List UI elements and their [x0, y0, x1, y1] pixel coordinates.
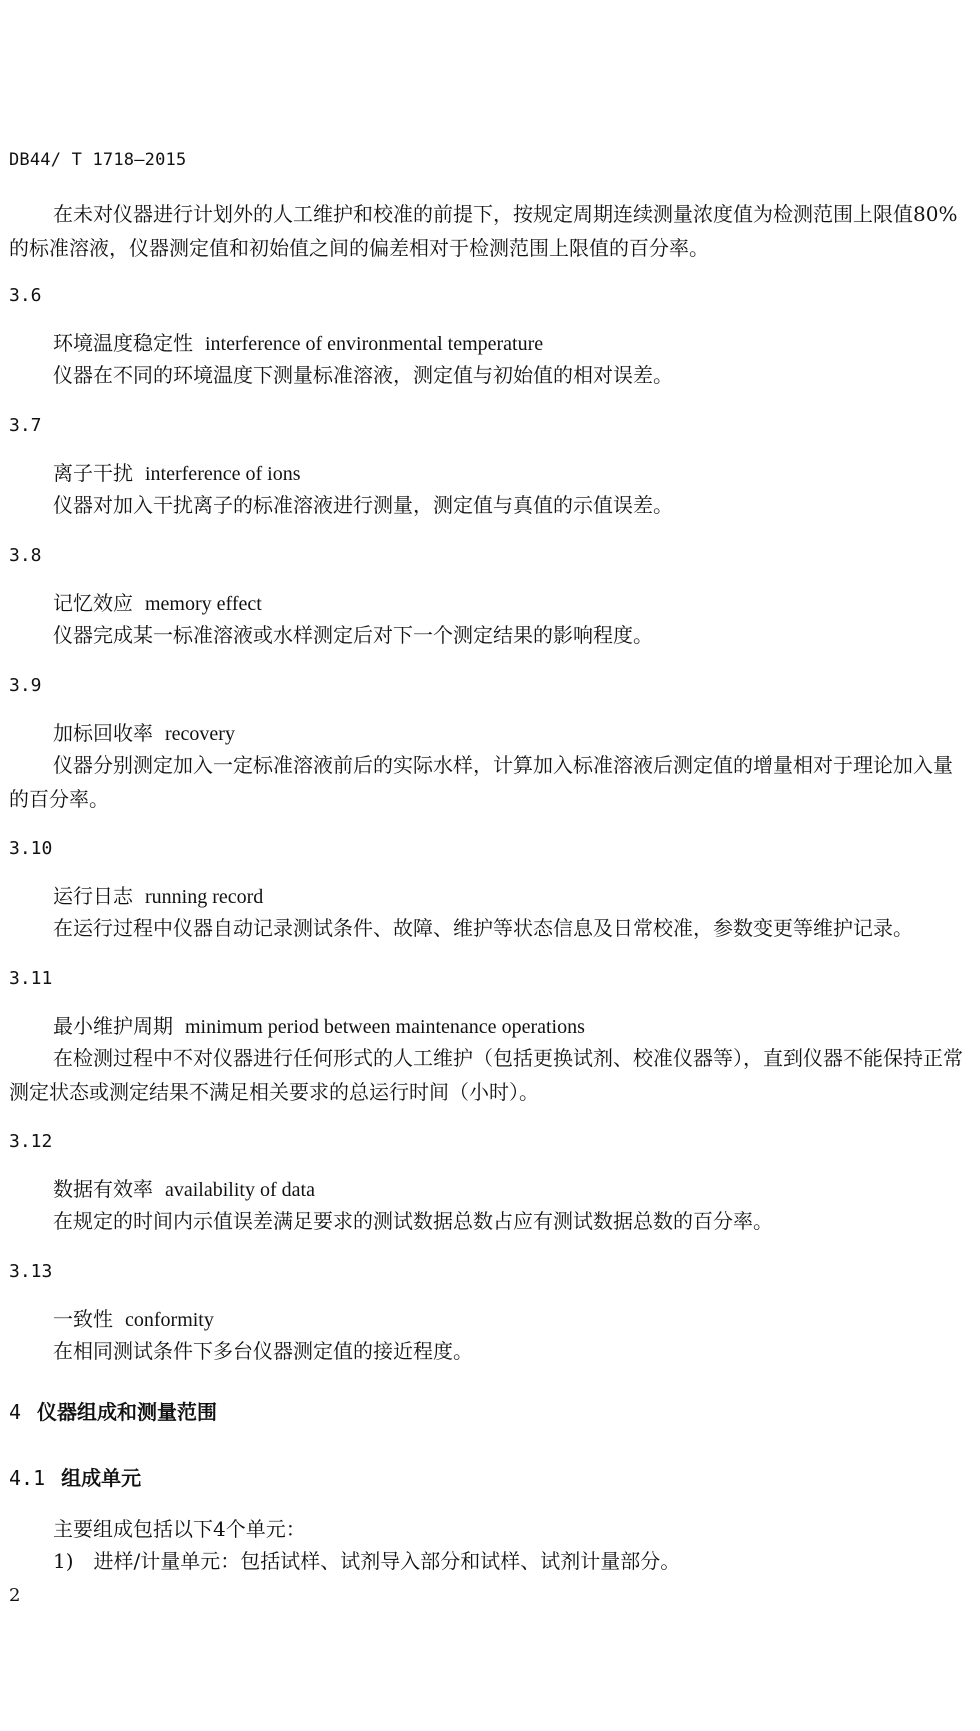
term-en: availability of data: [165, 1179, 315, 1201]
term-zh: 记忆效应: [53, 591, 133, 615]
term-zh: 离子干扰: [53, 461, 133, 485]
term-number: 3.6: [9, 285, 42, 306]
subsection-heading: [9, 1462, 141, 1491]
term-zh: 数据有效率: [53, 1177, 153, 1201]
intro-paragraph: 在未对仪器进行计划外的人工维护和校准的前提下，按规定周期连续测量浓度值为检测范围上限值80%的标准溶液，仪器测定值和初始值之间的偏差相对于检测范围上限值的百分率。: [9, 202, 958, 260]
term-zh: 环境温度稳定性: [53, 331, 193, 355]
term-definition: 仪器分别测定加入一定标准溶液前后的实际水样，计算加入标准溶液后测定值的增量相对于理论加入量的百分率。: [9, 753, 953, 811]
page-number: 2: [9, 1585, 21, 1606]
term-zh: 最小维护周期: [53, 1014, 173, 1038]
term-title: [53, 1012, 585, 1041]
term-number: 3.12: [9, 1131, 53, 1152]
section-heading: [9, 1396, 217, 1425]
term-en: running record: [145, 886, 264, 908]
term-title: [53, 719, 235, 748]
standard-header: DB44/ T 1718—2015: [9, 150, 187, 170]
term-en: conformity: [125, 1309, 214, 1331]
term-zh: 一致性: [53, 1307, 113, 1331]
section-number: 4: [9, 1400, 22, 1424]
term-definition: 在相同测试条件下多台仪器测定值的接近程度。: [53, 1339, 473, 1363]
term-en: interference of ions: [145, 463, 301, 485]
units-intro: 主要组成包括以下4个单元：: [53, 1517, 306, 1541]
term-title: [53, 1175, 315, 1204]
term-zh: 运行日志: [53, 884, 133, 908]
term-definition: 仪器在不同的环境温度下测量标准溶液，测定值与初始值的相对误差。: [53, 363, 673, 387]
term-number: 3.8: [9, 545, 42, 566]
term-number: 3.7: [9, 415, 42, 436]
term-definition: 仪器对加入干扰离子的标准溶液进行测量，测定值与真值的示值误差。: [53, 493, 673, 517]
term-number: 3.11: [9, 968, 53, 989]
term-title: [53, 329, 543, 358]
subsection-number: 4.1: [9, 1466, 46, 1490]
term-en: interference of environmental temperature: [205, 333, 544, 355]
term-title: [53, 459, 300, 488]
term-number: 3.13: [9, 1261, 53, 1282]
term-title: [53, 882, 263, 911]
term-definition: 在检测过程中不对仪器进行任何形式的人工维护（包括更换试剂、校准仪器等），直到仪器不能保持正常测定状态或测定结果不满足相关要求的总运行时间（小时）。: [9, 1046, 963, 1104]
list-item-text: 进样/计量单元：包括试样、试剂导入部分和试样、试剂计量部分。: [93, 1549, 681, 1573]
term-definition: 在规定的时间内示值误差满足要求的测试数据总数占应有测试数据总数的百分率。: [53, 1209, 773, 1233]
term-definition: 仪器完成某一标准溶液或水样测定后对下一个测定结果的影响程度。: [53, 623, 653, 647]
term-en: recovery: [165, 723, 235, 745]
list-item: [53, 1547, 680, 1575]
list-marker: 1): [53, 1549, 74, 1573]
subsection-title: 组成单元: [61, 1466, 142, 1490]
term-title: [53, 589, 262, 618]
term-en: minimum period between maintenance operations: [185, 1016, 585, 1038]
term-number: 3.10: [9, 838, 53, 859]
term-number: 3.9: [9, 675, 42, 696]
term-en: memory effect: [145, 593, 262, 615]
term-zh: 加标回收率: [53, 721, 153, 745]
term-definition: 在运行过程中仪器自动记录测试条件、故障、维护等状态信息及日常校准，参数变更等维护记录。: [53, 916, 913, 940]
term-title: [53, 1305, 214, 1334]
section-title: 仪器组成和测量范围: [37, 1400, 218, 1424]
